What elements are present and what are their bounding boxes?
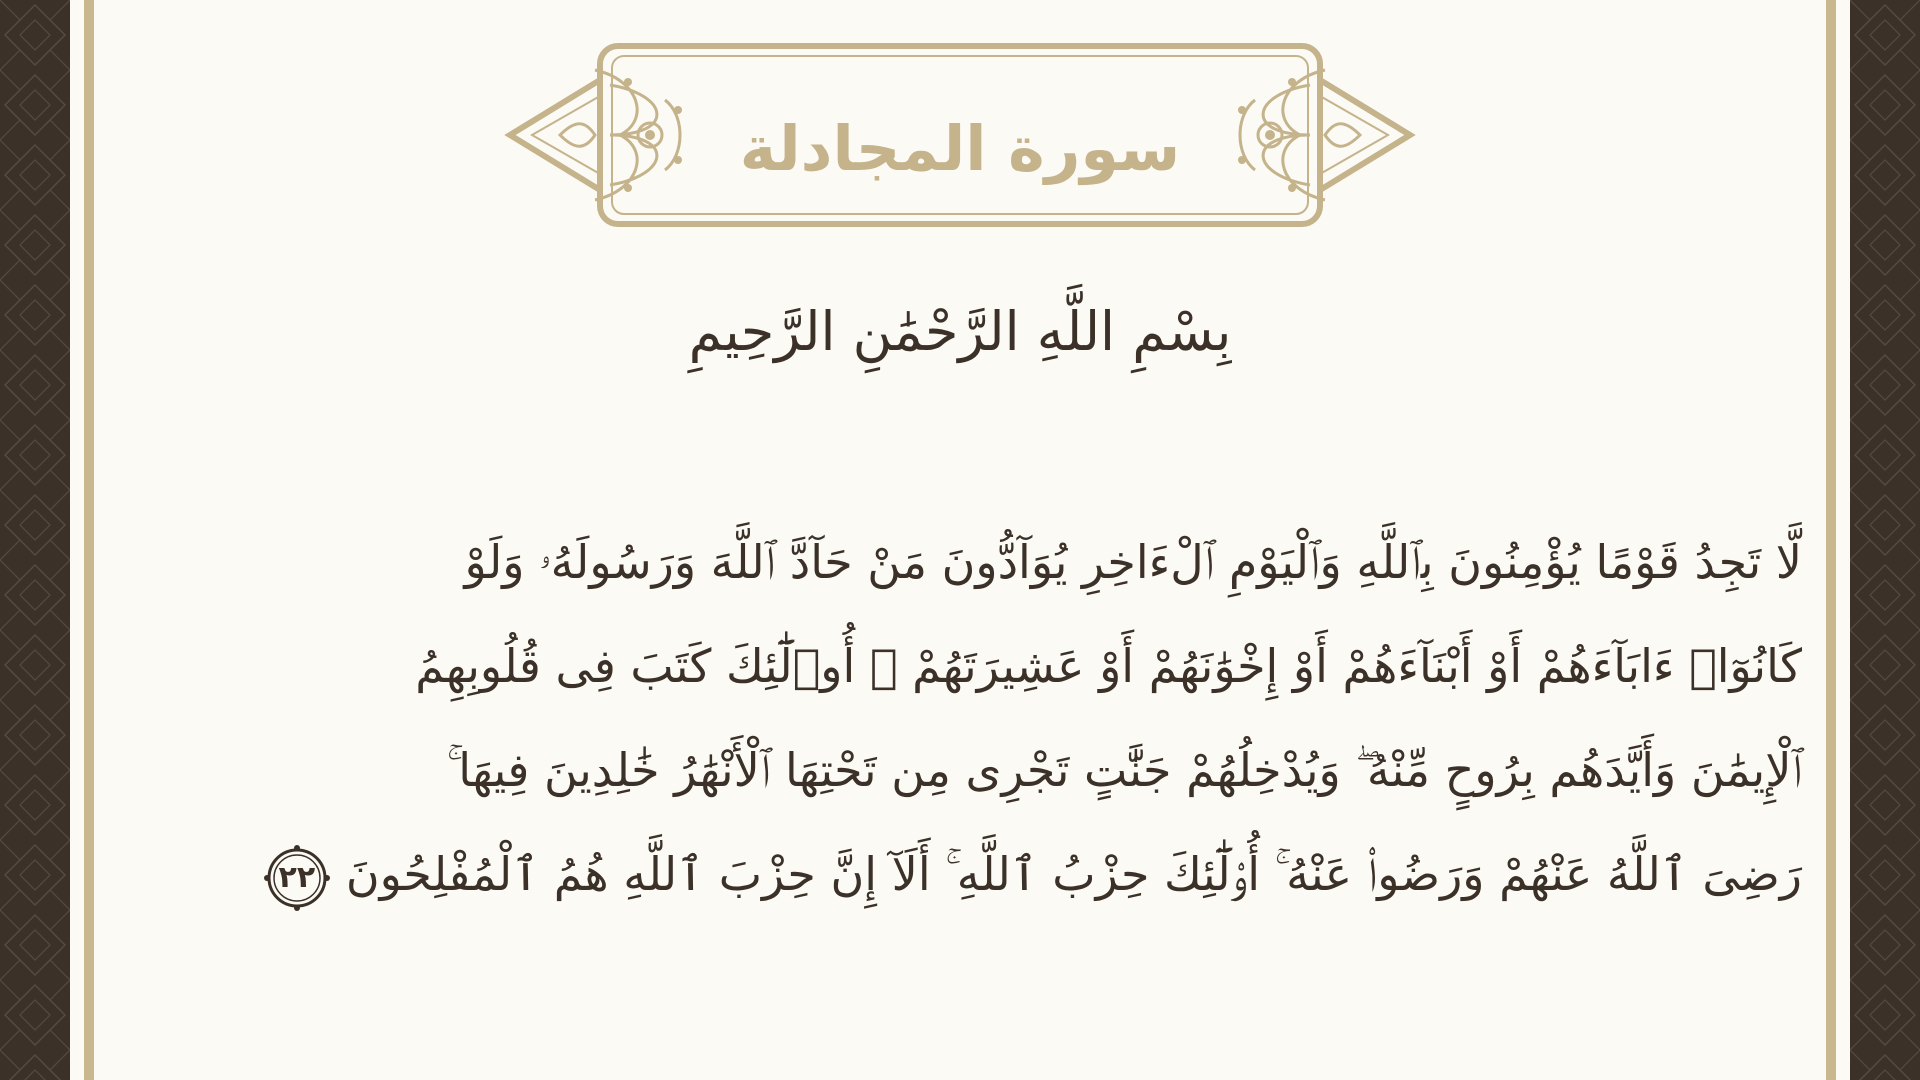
surah-title: سورة المجادلة: [739, 112, 1181, 185]
verse-line-last: [130, 822, 1802, 926]
ayah-number: ٢٢: [278, 859, 316, 895]
basmala: بِسْمِ اللَّهِ الرَّحْمَٰنِ الرَّحِيمِ: [688, 300, 1232, 363]
geometric-pattern-icon: [0, 0, 70, 1080]
left-gold-rule: [84, 0, 94, 1080]
verse-line: كَانُوٓا۟ ءَابَآءَهُمْ أَوْ أَبْنَآءَهُمْ أَوْ إِخْوَٰنَهُمْ أَوْ عَشِيرَتَهُمْ ۚ أُو۟لَٰٓئِكَ كَتَبَ فِى قُلُوبِهِمُ: [415, 639, 1802, 693]
verse-text: [130, 510, 1802, 926]
right-gold-rule: [1826, 0, 1836, 1080]
geometric-pattern-icon: [1850, 0, 1920, 1080]
verse-line-text: رَضِىَ ٱللَّهُ عَنْهُمْ وَرَضُوا۟ عَنْهُ ۚ أُو۟لَٰٓئِكَ حِزْبُ ٱللَّهِ ۚ أَلَآ إِنَّ حِزْبَ ٱللَّهِ هُمُ ٱلْمُفْلِحُونَ: [345, 847, 1802, 901]
ayah-end-marker: [264, 845, 330, 911]
surah-title-cartouche: [500, 40, 1420, 230]
left-ornamental-border: [0, 0, 70, 1080]
right-ornamental-border: [1850, 0, 1920, 1080]
verse-line: لَّا تَجِدُ قَوْمًا يُؤْمِنُونَ بِٱللَّهِ وَٱلْيَوْمِ ٱلْءَاخِرِ يُوَآدُّونَ مَنْ حَآدَّ ٱللَّهَ وَرَسُولَهُۥ وَلَوْ: [464, 535, 1802, 589]
verse-line: ٱلْإِيمَٰنَ وَأَيَّدَهُم بِرُوحٍ مِّنْهُ ۖ وَيُدْخِلُهُمْ جَنَّٰتٍ تَجْرِى مِن تَحْتِهَا ٱلْأَنْهَٰرُ خَٰلِدِينَ فِيهَا ۚ: [446, 743, 1802, 797]
